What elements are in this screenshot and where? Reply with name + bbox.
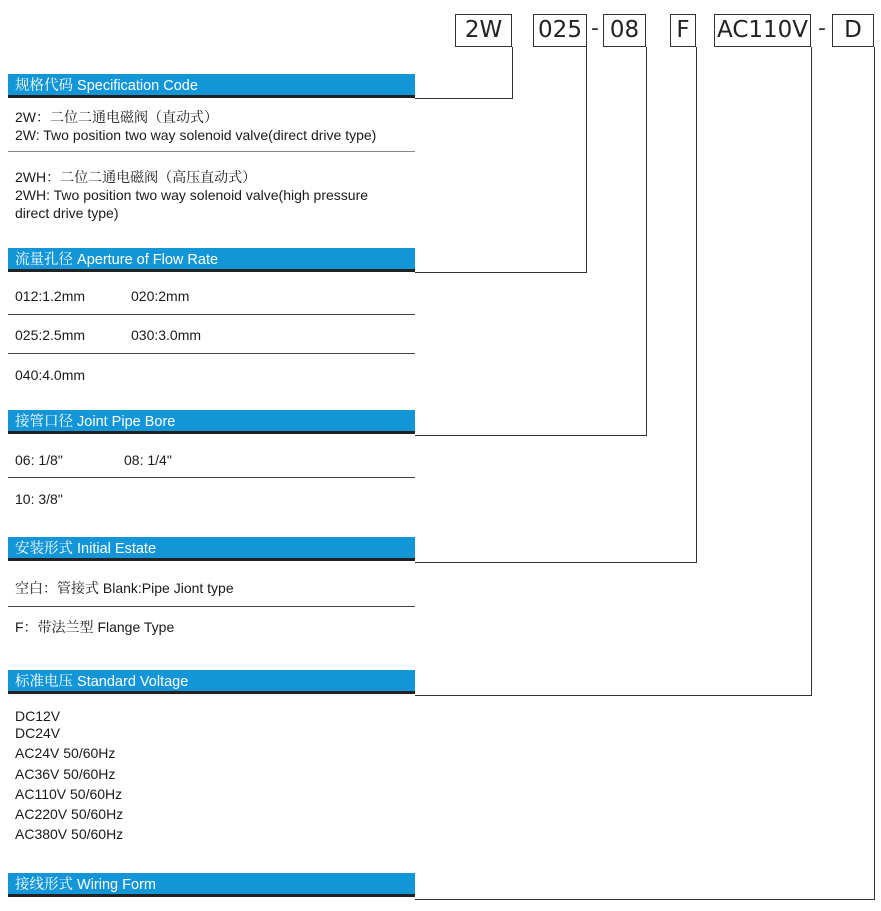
spec-2w-en: 2W: Two position two way solenoid valve(direct drive type) — [15, 127, 377, 143]
voltage-item: DC24V — [15, 725, 61, 741]
spec-2wh-cn: 2WH：二位二通电磁阀（高压直动式） — [15, 169, 257, 185]
spec-divider — [8, 151, 415, 152]
connector-spec-h — [415, 98, 513, 99]
joint-08: 08: 1/4" — [124, 452, 172, 468]
aperture-012: 012:1.2mm — [15, 288, 86, 304]
voltage-item: AC220V 50/60Hz — [15, 806, 124, 822]
wiring-header: 接线形式 Wiring Form — [8, 873, 415, 897]
connector-wiring-v — [874, 47, 875, 900]
connector-aperture-h — [415, 272, 587, 273]
code-box-joint: 08 — [603, 14, 646, 47]
aperture-025: 025:2.5mm — [15, 327, 86, 343]
initial-divider — [8, 606, 415, 607]
connector-aperture-v — [586, 47, 587, 273]
aperture-030: 030:3.0mm — [131, 327, 202, 343]
voltage-item: AC110V 50/60Hz — [15, 786, 123, 802]
code-box-series: 2W — [455, 14, 512, 47]
voltage-header: 标准电压 Standard Voltage — [8, 670, 415, 694]
aperture-divider-1 — [8, 314, 415, 315]
connector-joint-h — [415, 435, 647, 436]
code-dash-2: - — [818, 16, 826, 41]
code-box-voltage: AC110V — [714, 14, 811, 47]
connector-install-h — [415, 562, 697, 563]
initial-header: 安装形式 Initial Estate — [8, 537, 415, 561]
spec-2wh-en-cont: direct drive type) — [15, 205, 119, 221]
joint-10: 10: 3/8" — [15, 491, 63, 507]
code-box-wiring: D — [832, 14, 874, 47]
spec-2wh-en: 2WH: Two position two way solenoid valve(high pressure — [15, 187, 369, 203]
joint-divider — [8, 477, 415, 478]
aperture-020: 020:2mm — [131, 288, 190, 304]
connector-wiring-h — [415, 899, 875, 900]
connector-voltage-h — [415, 695, 812, 696]
joint-header: 接管口径 Joint Pipe Bore — [8, 410, 415, 434]
spec-2w-cn: 2W：二位二通电磁阀（直动式） — [15, 109, 218, 125]
connector-joint-v — [646, 47, 647, 436]
voltage-item: DC12V — [15, 708, 61, 724]
initial-flange: F：带法兰型 Flange Type — [15, 619, 175, 635]
spec-header: 规格代码 Specification Code — [8, 74, 415, 98]
connector-voltage-v — [811, 47, 812, 696]
aperture-040: 040:4.0mm — [15, 367, 86, 383]
code-box-aperture: 025 — [533, 14, 587, 47]
aperture-divider-2 — [8, 353, 415, 354]
voltage-item: AC36V 50/60Hz — [15, 766, 116, 782]
connector-spec-v — [512, 47, 513, 99]
code-dash-1: - — [591, 16, 599, 41]
initial-blank: 空白：管接式 Blank:Pipe Jiont type — [15, 580, 234, 596]
connector-install-v — [696, 47, 697, 563]
voltage-item: AC380V 50/60Hz — [15, 826, 124, 842]
joint-06: 06: 1/8" — [15, 452, 63, 468]
voltage-item: AC24V 50/60Hz — [15, 745, 116, 761]
aperture-header: 流量孔径 Aperture of Flow Rate — [8, 248, 415, 272]
code-box-install: F — [670, 14, 696, 47]
